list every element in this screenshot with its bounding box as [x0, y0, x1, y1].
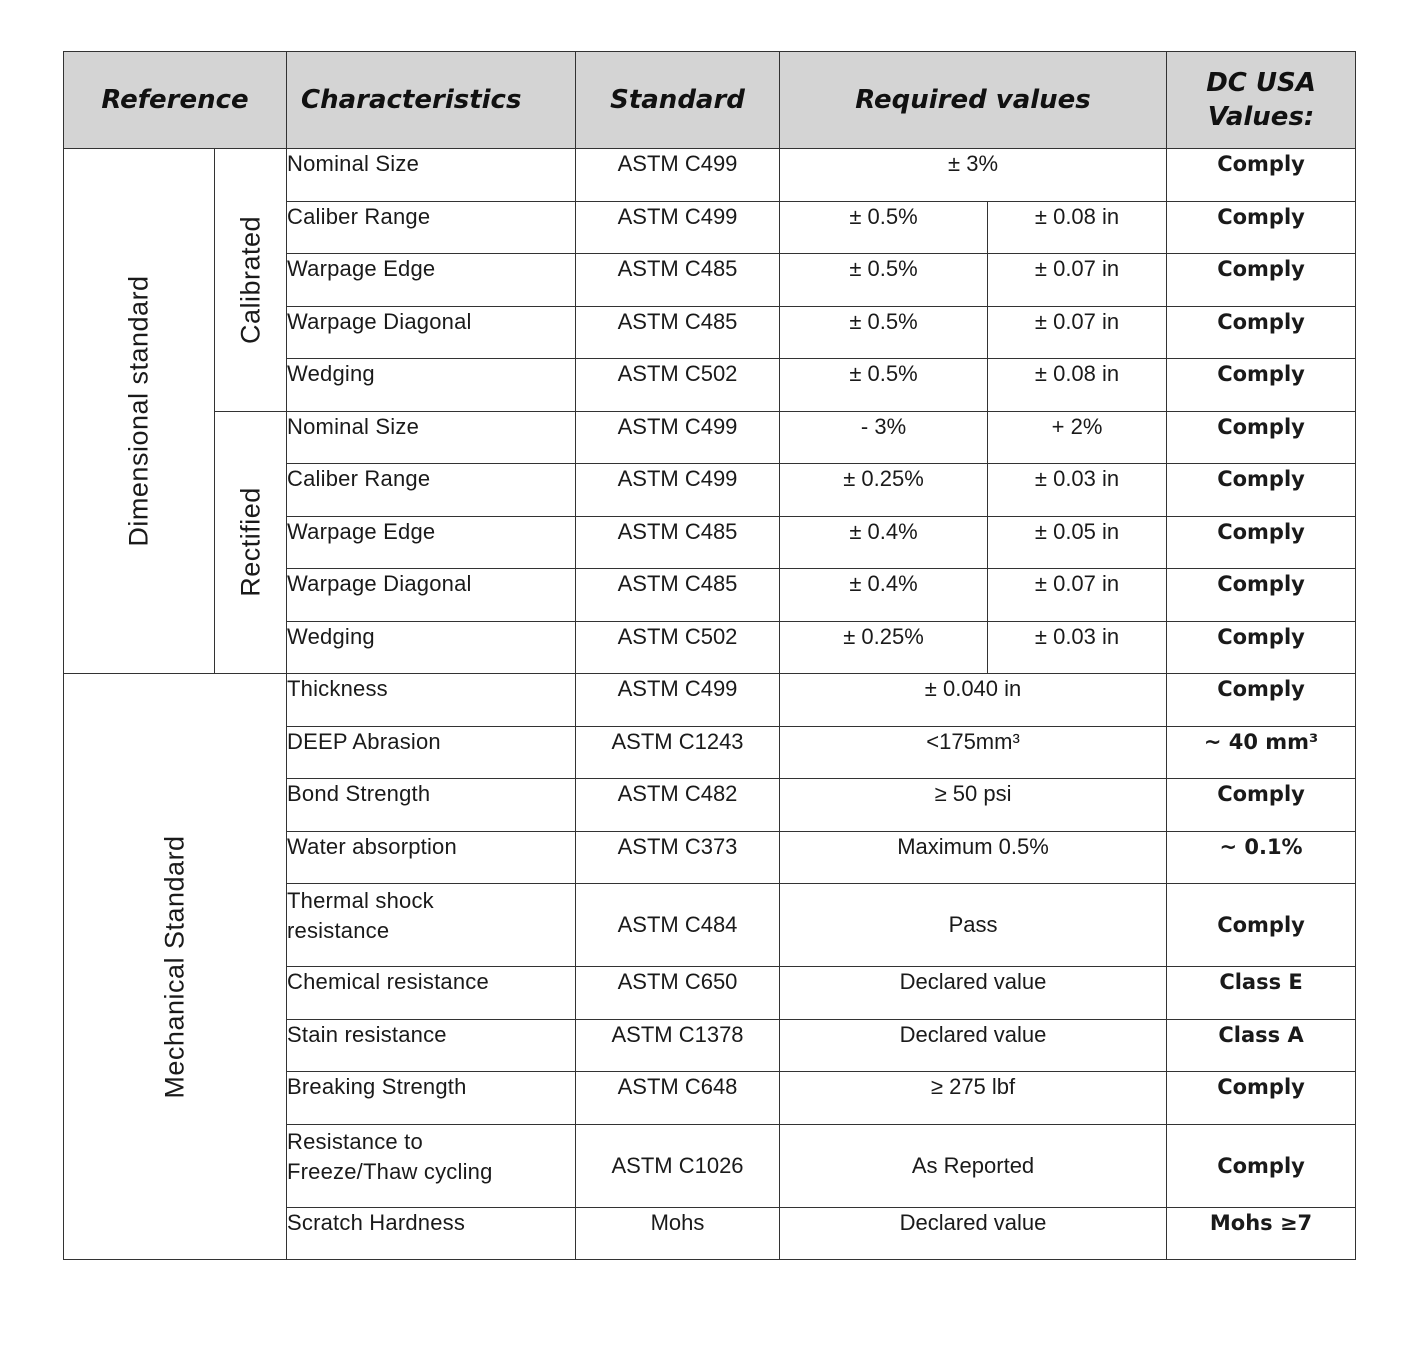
cell-dc-value: Comply — [1167, 149, 1356, 202]
cell-required: Declared value — [780, 1019, 1167, 1072]
cell-required: ≥ 50 psi — [780, 779, 1167, 832]
cell-required-percent: ± 0.25% — [780, 464, 988, 517]
cell-characteristic-line2: Freeze/Thaw cycling — [287, 1158, 493, 1184]
cell-dc-value: Comply — [1167, 516, 1356, 569]
cell-characteristic — [287, 884, 576, 967]
group-mechanical — [64, 674, 287, 1260]
cell-characteristic: Chemical resistance — [287, 967, 576, 1020]
cell-required-percent: ± 0.25% — [780, 621, 988, 674]
group-mechanical-label: Mechanical Standard — [159, 834, 190, 1099]
group-dimensional — [64, 149, 215, 674]
cell-required-percent: ± 0.5% — [780, 306, 988, 359]
subgroup-calibrated-label: Calibrated — [235, 215, 265, 344]
cell-required-inch: ± 0.07 in — [988, 569, 1167, 622]
cell-required: Declared value — [780, 1207, 1167, 1260]
cell-characteristic: Thickness — [287, 674, 576, 727]
cell-standard: ASTM C373 — [576, 831, 780, 884]
cell-dc-value: Comply — [1167, 779, 1356, 832]
header-characteristics: Characteristics — [287, 52, 576, 149]
cell-characteristic-line1: Thermal shock — [287, 888, 434, 913]
cell-dc-value: Comply — [1167, 254, 1356, 307]
cell-required-inch: ± 0.03 in — [988, 464, 1167, 517]
cell-characteristic: Caliber Range — [287, 464, 576, 517]
cell-required-percent: ± 0.5% — [780, 359, 988, 412]
cell-dc-value: Comply — [1167, 621, 1356, 674]
subgroup-calibrated — [215, 149, 287, 412]
cell-characteristic: Bond Strength — [287, 779, 576, 832]
cell-standard: ASTM C499 — [576, 149, 780, 202]
cell-dc-value: Comply — [1167, 306, 1356, 359]
header-row — [64, 52, 1356, 149]
cell-standard: ASTM C502 — [576, 621, 780, 674]
cell-dc-value: Comply — [1167, 1124, 1356, 1207]
table-row — [64, 149, 1356, 202]
cell-dc-value: Class E — [1167, 967, 1356, 1020]
cell-required-min: - 3% — [780, 411, 988, 464]
cell-characteristic: Warpage Edge — [287, 516, 576, 569]
cell-required: ≥ 275 lbf — [780, 1072, 1167, 1125]
cell-dc-value: Comply — [1167, 674, 1356, 727]
cell-standard: ASTM C502 — [576, 359, 780, 412]
cell-required-inch: ± 0.07 in — [988, 254, 1167, 307]
cell-required: <175mm³ — [780, 726, 1167, 779]
cell-required: Declared value — [780, 967, 1167, 1020]
cell-characteristic: Nominal Size — [287, 411, 576, 464]
cell-required-percent: ± 0.4% — [780, 569, 988, 622]
cell-required-max: + 2% — [988, 411, 1167, 464]
cell-characteristic: Warpage Diagonal — [287, 306, 576, 359]
cell-required-percent: ± 0.4% — [780, 516, 988, 569]
cell-standard: ASTM C650 — [576, 967, 780, 1020]
subgroup-rectified-label: Rectified — [235, 487, 265, 598]
cell-dc-value: Class A — [1167, 1019, 1356, 1072]
cell-dc-value: Comply — [1167, 201, 1356, 254]
cell-characteristic: Caliber Range — [287, 201, 576, 254]
cell-standard: ASTM C1026 — [576, 1124, 780, 1207]
cell-characteristic: Nominal Size — [287, 149, 576, 202]
cell-required-percent: ± 0.5% — [780, 254, 988, 307]
cell-dc-value: Comply — [1167, 884, 1356, 967]
cell-characteristic: Wedging — [287, 359, 576, 412]
cell-required: Pass — [780, 884, 1167, 967]
header-standard: Standard — [576, 52, 780, 149]
cell-standard: ASTM C485 — [576, 516, 780, 569]
cell-standard: ASTM C1378 — [576, 1019, 780, 1072]
specification-table — [63, 51, 1356, 1260]
cell-required-inch: ± 0.08 in — [988, 201, 1167, 254]
group-dimensional-label: Dimensional standard — [123, 275, 154, 547]
header-dc-usa-values — [1167, 52, 1356, 149]
cell-standard: ASTM C484 — [576, 884, 780, 967]
header-reference: Reference — [64, 52, 287, 149]
cell-characteristic-line1: Resistance to — [287, 1128, 423, 1154]
cell-required-inch: ± 0.05 in — [988, 516, 1167, 569]
cell-required: Maximum 0.5% — [780, 831, 1167, 884]
cell-standard: ASTM C499 — [576, 411, 780, 464]
header-required-values: Required values — [780, 52, 1167, 149]
cell-standard: ASTM C648 — [576, 1072, 780, 1125]
cell-dc-value: Mohs ≥7 — [1167, 1207, 1356, 1260]
cell-required-inch: ± 0.07 in — [988, 306, 1167, 359]
cell-standard: ASTM C485 — [576, 569, 780, 622]
cell-characteristic-line2: resistance — [287, 918, 390, 943]
cell-characteristic: DEEP Abrasion — [287, 726, 576, 779]
cell-standard: ASTM C1243 — [576, 726, 780, 779]
cell-characteristic: Breaking Strength — [287, 1072, 576, 1125]
cell-dc-value: Comply — [1167, 1072, 1356, 1125]
cell-required: ± 3% — [780, 149, 1167, 202]
cell-characteristic: Stain resistance — [287, 1019, 576, 1072]
cell-dc-value: Comply — [1167, 464, 1356, 517]
cell-required: As Reported — [780, 1124, 1167, 1207]
cell-characteristic — [287, 1124, 576, 1207]
cell-dc-value: ~ 40 mm³ — [1167, 726, 1356, 779]
cell-dc-value: Comply — [1167, 359, 1356, 412]
cell-standard: ASTM C485 — [576, 306, 780, 359]
cell-standard: ASTM C485 — [576, 254, 780, 307]
cell-dc-value: Comply — [1167, 569, 1356, 622]
cell-characteristic: Warpage Edge — [287, 254, 576, 307]
table-row — [64, 411, 1356, 464]
cell-required: ± 0.040 in — [780, 674, 1167, 727]
table-row — [64, 674, 1356, 727]
cell-required-inch: ± 0.03 in — [988, 621, 1167, 674]
subgroup-rectified — [215, 411, 287, 674]
cell-dc-value: Comply — [1167, 411, 1356, 464]
cell-required-inch: ± 0.08 in — [988, 359, 1167, 412]
cell-standard: ASTM C482 — [576, 779, 780, 832]
header-dc-line2: Values: — [1207, 102, 1315, 132]
header-dc-line1: DC USA — [1206, 68, 1316, 98]
cell-standard: Mohs — [576, 1207, 780, 1260]
cell-dc-value: ~ 0.1% — [1167, 831, 1356, 884]
cell-required-percent: ± 0.5% — [780, 201, 988, 254]
cell-characteristic: Wedging — [287, 621, 576, 674]
cell-standard: ASTM C499 — [576, 464, 780, 517]
cell-characteristic: Scratch Hardness — [287, 1207, 576, 1260]
cell-characteristic: Warpage Diagonal — [287, 569, 576, 622]
cell-standard: ASTM C499 — [576, 674, 780, 727]
cell-standard: ASTM C499 — [576, 201, 780, 254]
cell-characteristic: Water absorption — [287, 831, 576, 884]
